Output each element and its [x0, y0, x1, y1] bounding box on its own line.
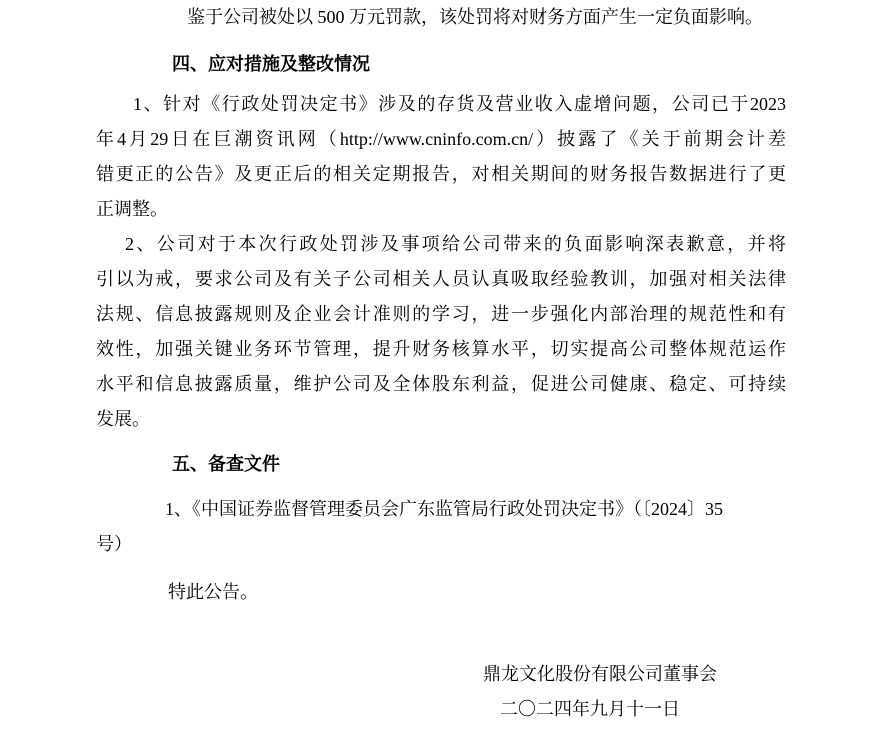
section-heading-measures — [96, 47, 786, 82]
section-heading-reference-documents — [96, 447, 786, 482]
paragraph-line: 法规、信息披露规则及企业会计准则的学习，进一步强化内部治理的规范性和有 — [96, 304, 786, 324]
paragraph-line: 2、公司对于本次行政处罚涉及事项给公司带来的负面影响深表歉意，并将 — [125, 234, 786, 254]
paragraph-line: 发展。 — [96, 409, 150, 429]
paragraph-penalty-impact — [96, 0, 786, 35]
paragraph-line: 1、针对《行政处罚决定书》涉及的存货及营业收入虚增问题，公司已于2023 — [133, 94, 786, 114]
paragraph-apology-rectification — [96, 227, 786, 437]
paragraph-line: 号） — [96, 534, 132, 554]
paragraph-correction-disclosure — [96, 87, 786, 227]
paragraph-line: 引以为戒，要求公司及有关子公司相关人员认真吸取经验教训，加强对相关法律 — [96, 269, 786, 289]
paragraph-reference-document-item — [96, 492, 786, 562]
paragraph-line: 1、《中国证券监督管理委员会广东监管局行政处罚决定书》（〔2024〕35 — [165, 499, 723, 519]
paragraph-line: 正调整。 — [96, 199, 168, 219]
paragraph-line: 特此公告。 — [168, 582, 258, 602]
signature-block — [96, 657, 786, 692]
paragraph-line: 年4月29日在巨潮资讯网（http://www.cninfo.com.cn/）披露了《关于前期会计差 — [96, 129, 786, 149]
heading-text: 四、应对措施及整改情况 — [172, 54, 370, 74]
announcement-date: 二〇二四年九月十一日 — [500, 699, 680, 719]
paragraph-line: 鉴于公司被处以 500 万元罚款，该处罚将对财务方面产生一定负面影响。 — [187, 7, 763, 27]
paragraph-line: 错更正的公告》及更正后的相关定期报告，对相关期间的财务报告数据进行了更 — [96, 164, 786, 184]
paragraph-closing-notice — [96, 575, 786, 610]
date-block — [96, 692, 786, 727]
paragraph-line: 水平和信息披露质量，维护公司及全体股东利益，促进公司健康、稳定、可持续 — [96, 374, 786, 394]
signature-company-board: 鼎龙文化股份有限公司董事会 — [483, 664, 717, 684]
heading-text: 五、备查文件 — [172, 454, 280, 474]
paragraph-line: 效性，加强关键业务环节管理，提升财务核算水平，切实提高公司整体规范运作 — [96, 339, 786, 359]
